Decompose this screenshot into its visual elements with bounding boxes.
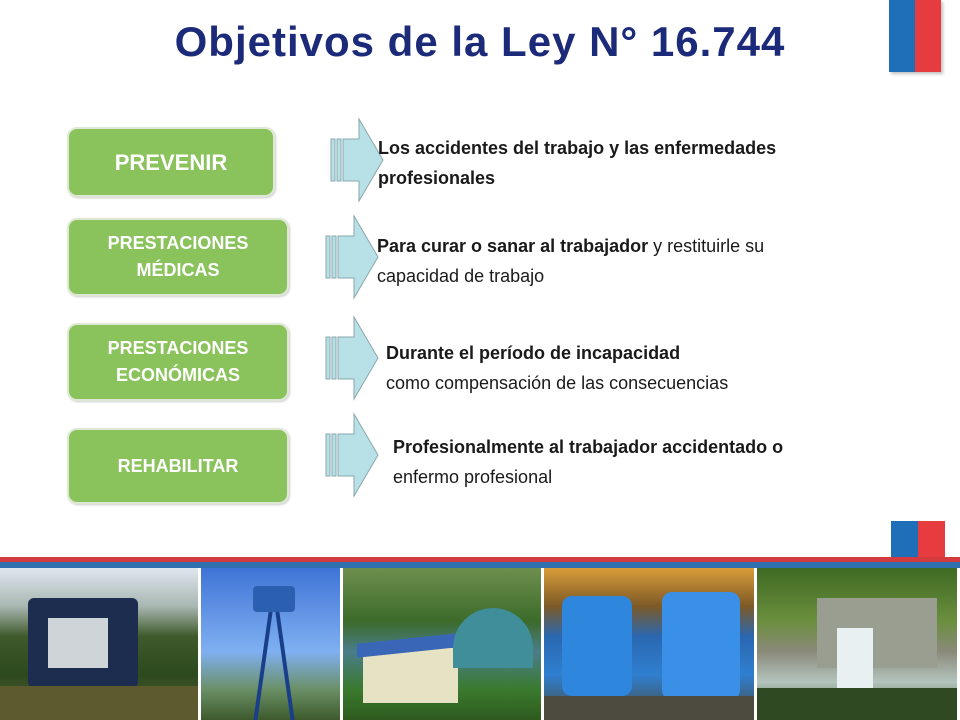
photo-water-tower (201, 568, 340, 720)
objective-prestaciones-economicas: PRESTACIONES ECONÓMICAS (67, 323, 289, 401)
objective-rehabilitar: REHABILITAR (67, 428, 289, 504)
photo-waterfall-channel (757, 568, 957, 720)
photo-water-tank-sign (0, 568, 198, 720)
objective-prevenir: PREVENIR (67, 127, 275, 197)
arrow-icon (320, 214, 380, 300)
objective-desc: Durante el período de incapacidad como compensación de las consecuencias (386, 343, 729, 393)
flag-icon (889, 0, 941, 72)
photo-blue-tanks (544, 568, 754, 720)
arrow-icon (325, 117, 385, 203)
photo-building-tank (343, 568, 541, 720)
arrow-icon (320, 315, 380, 401)
objective-prestaciones-medicas: PRESTACIONES MÉDICAS (67, 218, 289, 296)
objective-desc: Los accidentes del trabajo y las enfermedades profesionales (378, 138, 777, 188)
objective-desc: Para curar o sanar al trabajador y restituirle su capacidad de trabajo (377, 236, 765, 286)
page-title: Objetivos de la Ley N° 16.744 (174, 18, 786, 65)
arrow-icon (320, 412, 380, 498)
flag-icon (891, 521, 945, 559)
photo-strip (0, 568, 960, 720)
objective-desc: Profesionalmente al trabajador accidentado o enfermo profesional (393, 437, 784, 487)
